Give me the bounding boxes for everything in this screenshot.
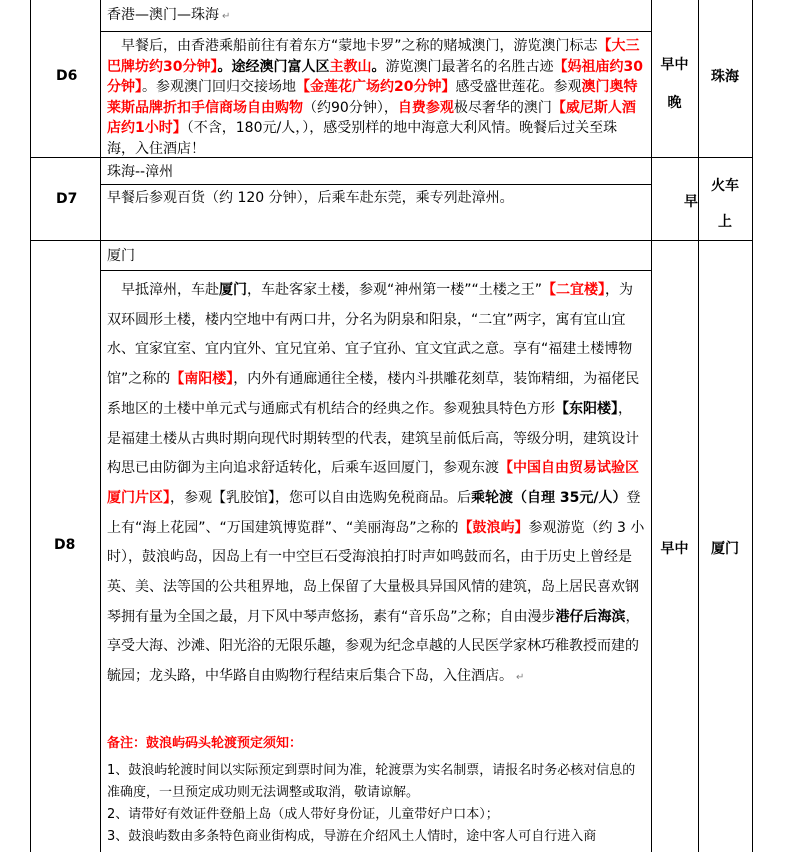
- note-item: 1、鼓浪屿轮渡时间以实际预定到票时间为准，轮渡票为实名制票，请报名时务必核对信息的准确度，一旦预定成功则无法调整或取消，敬请谅解。: [107, 763, 636, 800]
- highlight-run: 【大三巴牌坊约30分钟】: [107, 38, 640, 75]
- row-title: 珠海--漳州: [107, 164, 174, 180]
- highlight-run: 【中国自由贸易试验区厦门片区】: [107, 460, 639, 506]
- row-body: 早餐后参观百货（约 120 分钟），后乘车赴东莞，乘专列赴漳州。: [107, 190, 514, 206]
- table-border-day-content: [100, 0, 101, 852]
- bold-run: 乘轮渡（自理 35元/人）: [471, 489, 627, 506]
- paragraph-run: ，内外有通廊通往全楼，楼内斗拱雕花刻草，装饰精细，为福佬民系地区的土楼中单元式与通廊式有机结合的经典之作。参观独具特色方形: [107, 371, 640, 417]
- notes-list: [107, 760, 645, 848]
- table-border-content-meal: [651, 0, 652, 852]
- paragraph-run: 早餐后，由香港乘船前往有着东方“蒙地卡罗”之称的赌城澳门，游览澳门标志: [121, 38, 598, 54]
- day-label: D8: [54, 537, 76, 553]
- table-border-meal-stay: [698, 0, 699, 852]
- meals-cell: 早中 晚: [660, 57, 689, 111]
- bold-run: 港仔后海滨: [555, 608, 626, 625]
- paragraph-run: 游览澳门最著名的名胜古迹: [385, 58, 554, 75]
- highlight-run: 【二宜楼】: [542, 282, 606, 298]
- note-item: 2、请带好有效证件登船上岛（成人带好身份证，儿童带好户口本）；: [107, 807, 499, 822]
- paragraph-run: 极尽奢华的澳门: [453, 99, 552, 116]
- paragraph-run: 早抵漳州，车赴: [121, 282, 219, 298]
- highlight-run: 自费参观: [397, 99, 454, 116]
- row-title: 香港—澳门—珠海 ↵: [107, 7, 231, 23]
- day-label: D7: [56, 191, 78, 207]
- row-paragraph: [107, 36, 645, 159]
- stay-cell: 珠海: [711, 69, 739, 85]
- row-separator-d7-d8: [30, 240, 651, 241]
- row-separator-d6-d7-right: [651, 157, 752, 158]
- paragraph-run: ，参观【乳胶馆】，您可以自由选购免税商品。后: [170, 489, 471, 506]
- paragraph-run: 。参观澳门回归交接场地: [142, 79, 296, 95]
- paragraph-run: （不含，180元/人，），感受别样的地中海意大利风情。晚餐后过关至珠海，入住酒店！: [107, 120, 618, 157]
- stay-cell: 厦门: [711, 541, 739, 557]
- title-separator-d6: [100, 31, 651, 32]
- highlight-run: 【威尼斯人酒店约1小时】: [107, 99, 636, 136]
- title-separator-d7: [100, 184, 651, 185]
- highlight-run: 【鼓浪屿】: [458, 519, 529, 536]
- row-separator-d7-d8-right: [651, 240, 752, 241]
- highlight-run: 主教山: [329, 58, 372, 75]
- day-label: D6: [56, 68, 78, 84]
- paragraph-run: ，为双环圆形土楼，楼内空地中有两口井，分名为阴泉和阳泉，“二宜”两字，寓有宜山宜水、宜家宜室、宜内宜外、宜兄宜弟、宜子宜孙、宜文宜武之意。享有“福建土楼博物馆”之称的: [107, 282, 634, 388]
- paragraph-run: 感受盛世莲花。参观: [455, 79, 582, 95]
- paragraph-run: ，是福建土楼从古典时期向现代时期转型的代表，建筑呈前低后高，等级分明，建筑设计构思已由防御为主向追求舒适转化，后乘车返回厦门，参观东渡: [107, 400, 639, 477]
- highlight-run: 【金莲花广场约20分钟】: [296, 79, 456, 95]
- meals-cell: 早: [684, 194, 698, 210]
- stay-cell: 火车 上: [711, 178, 739, 230]
- title-separator-d8: [100, 270, 651, 271]
- paragraph-run: 登上有“海上花园”、“万国建筑博览群”、“美丽海岛”之称的: [107, 489, 641, 536]
- meals-cell: 早中: [660, 541, 689, 557]
- paragraph-run: 参观游览（约 3 小时），鼓浪屿岛，因岛上有一中空巨石受海浪拍打时声如鸣鼓而名，由于历史上曾经是英、美、法等国的公共租界地，岛上保留了大量极具异国风情的建筑，岛上居民喜欢钢琴拥有量为全国之最，月下风中琴声悠扬，素有“音乐岛”之称；自由漫步: [107, 519, 645, 625]
- note-title: 备注：鼓浪屿码头轮渡预定须知：: [107, 736, 303, 751]
- table-border-left: [30, 0, 31, 852]
- paragraph-run: （约90分钟），: [303, 99, 398, 116]
- bold-run: 【东阳楼】: [555, 400, 618, 417]
- highlight-run: 【妈祖庙约30分钟】: [107, 58, 643, 95]
- bold-run: 厦门: [219, 282, 247, 298]
- row-title: 厦门: [107, 248, 135, 264]
- table-border-right: [752, 0, 753, 852]
- highlight-run: 澳门奥特莱斯品牌折扣手信商场自由购物: [107, 79, 638, 116]
- bold-run: 。途经澳门富人区: [217, 58, 330, 75]
- paragraph-run: ，车赴客家土楼，参观“神州第一楼”“土楼之王”: [247, 282, 543, 298]
- row-paragraph: 早抵漳州，车赴厦门，车赴客家土楼，参观“神州第一楼”“土楼之王”【二宜楼】，为双环圆形土楼，楼内空地中有两口井，分名为阴泉和阳泉，“二宜”两字，寓有宜山宜水、宜家宜室、宜内宜外、宜兄宜弟、宜子宜孙、宜文宜武之意。享有“福建土楼博物馆”之称的【南阳楼】，内外有通廊通往全楼，楼内斗拱雕花刻草，装饰精细，为福佬民系地区的土楼中单元式与通廊式有机结合的经典之作。参观独具特色方形【东阳楼】，是福建土楼从古典时期向现代时期转型的代表，建筑呈前低后高，等级分明，建筑设计构思已由防御为主向追求舒适转化，后乘车返回厦门，参观东渡【中国自由贸易试验区厦门片区】，参观【乳胶馆】，您可以自由选购免税商品。后乘轮渡（自理 35元/人）登上有“海上花园”、“万国建筑博览群”、“美丽海岛”之称的【鼓浪屿】参观游览（约 3 小时），鼓浪屿岛，因岛上有一中空巨石受海浪拍打时声如鸣鼓而名，由于历史上曾经是英、美、法等国的公共租界地，岛上保留了大量极具异国风情的建筑，岛上居民喜欢钢琴拥有量为全国之最，月下风中琴声悠扬，素有“音乐岛”之称；自由漫步港仔后海滨，享受大海、沙滩、阳光浴的无限乐趣，参观为纪念卓越的人民医学家林巧稚教授而建的毓园；龙头路，中华路自由购物行程结束后集合下岛，入住酒店。 ↵: [107, 282, 645, 685]
- note-item: 3、鼓浪屿数由多条特色商业街构成，导游在介绍风土人情时，途中客人可自行进入商: [107, 829, 597, 844]
- paragraph-run: ，享受大海、沙滩、阳光浴的无限乐趣，参观为纪念卓越的人民医学家林巧稚教授而建的毓园；龙头路，中华路自由购物行程结束后集合下岛，入住酒店。: [107, 608, 640, 685]
- highlight-run: 【南阳楼】: [170, 371, 234, 388]
- bold-run: 。: [371, 58, 386, 75]
